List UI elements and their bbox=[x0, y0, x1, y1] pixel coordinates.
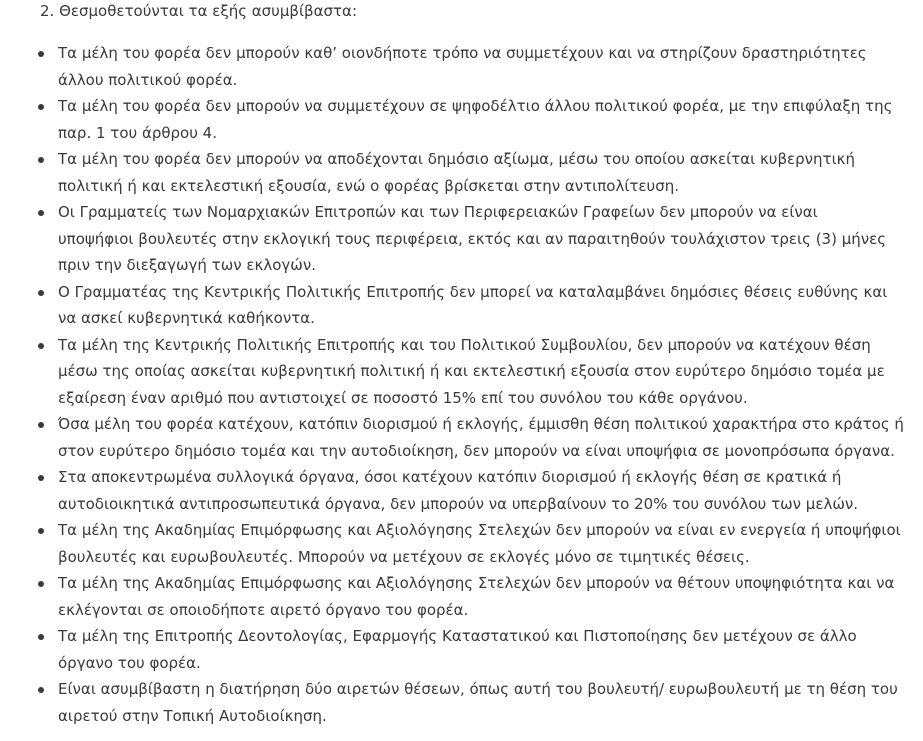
list-item bbox=[0, 676, 898, 729]
bullet-icon bbox=[38, 51, 44, 57]
bullet-icon bbox=[38, 687, 44, 693]
list-item-line: Στα αποκεντρωμένα συλλογικά όργανα, όσοι κατέχουν κατόπιν διορισμού ή εκλογής θέση σε κρατικά ή bbox=[58, 468, 842, 486]
section-number: 2. bbox=[40, 2, 55, 20]
list-item bbox=[0, 332, 886, 412]
list-item bbox=[0, 464, 886, 517]
list-item-line: Ο Γραμματέας της Κεντρικής Πολιτικής Επιτροπής δεν μπορεί να καταλαμβάνει δημόσιες θέσεις ευθύνης και bbox=[58, 282, 888, 301]
list-item-line: Τα μέλη του φορέα δεν μπορούν να αποδέχονται δημόσιο αξίωμα, μέσω του οποίου ασκείται κυβερνητική bbox=[58, 150, 855, 168]
list-item-line: εξαίρεση έναν αριθμό που αντιστοιχεί σε ποσοστό 15% επί του συνόλου του κάθε οργάνου. bbox=[58, 388, 748, 407]
incompatibilities-list bbox=[0, 40, 923, 729]
list-item-line: Είναι ασυμβίβαστη η διατήρηση δύο αιρετών θέσεων, όπως αυτή του βουλευτή/ ευρωβουλευτή με τη θέση του bbox=[58, 680, 898, 698]
list-item-line: Τα μέλη του φορέα δεν μπορούν καθ’ οιονδήποτε τρόπο να συμμετέχουν και να στηρίζουν δραστηριότητες bbox=[58, 44, 867, 62]
bullet-icon bbox=[38, 634, 44, 640]
list-item-line: παρ. 1 του άρθρου 4. bbox=[58, 123, 217, 142]
bullet-icon bbox=[38, 475, 44, 481]
list-item bbox=[0, 623, 886, 676]
bullet-icon bbox=[38, 343, 44, 349]
list-item-line: Όσα μέλη του φορέα κατέχουν, κατόπιν διορισμού ή εκλογής, έμμισθη θέση πολιτικού χαρακτήρα στο κράτος ή bbox=[58, 415, 904, 433]
list-item bbox=[0, 40, 886, 93]
bullet-icon bbox=[38, 104, 44, 110]
list-item-line: Τα μέλη του φορέα δεν μπορούν να συμμετέχουν σε ψηφοδέλτιο άλλου πολιτικού φορέα, με την επιφύλαξη της bbox=[58, 97, 893, 115]
list-item-line: εκλέγονται σε οποιοδήποτε αιρετό όργανο του φορέα. bbox=[58, 600, 469, 619]
section-heading bbox=[40, 1, 357, 21]
bullet-icon bbox=[38, 290, 44, 296]
list-item-line: πολιτική ή και εκτελεστική εξουσία, ενώ ο φορέας βρίσκεται στην αντιπολίτευση. bbox=[58, 176, 679, 195]
list-item-line: όργανο του φορέα. bbox=[58, 653, 201, 672]
list-item bbox=[0, 517, 901, 570]
list-item-line: να ασκεί κυβερνητικά καθήκοντα. bbox=[58, 309, 315, 327]
list-item-line: πριν την διεξαγωγή των εκλογών. bbox=[58, 256, 316, 274]
list-item bbox=[0, 570, 895, 623]
bullet-icon bbox=[38, 528, 44, 534]
list-item bbox=[0, 279, 886, 332]
list-item bbox=[0, 411, 904, 464]
list-item-line: αυτοδιοικητικά αντιπροσωπευτικά όργανα, δεν μπορούν να υπερβαίνουν το 20% του συνόλου των μελών. bbox=[58, 494, 859, 513]
list-item-line: βουλευτές και ευρωβουλευτές. Μπορούν να μετέχουν σε εκλογές μόνο σε τιμητικές θέσεις. bbox=[58, 547, 750, 566]
section-heading-text: Θεσμοθετούνται τα εξής ασυμβίβαστα: bbox=[59, 2, 357, 20]
list-item-line: μέσω της οποίας ασκείται κυβερνητική πολιτική ή και εκτελεστική εξουσία στον ευρύτερο δημόσιο τομέα με bbox=[58, 362, 885, 380]
list-item-line: υποψήφιοι βουλευτές στην εκλογική τους περιφέρεια, εκτός και αν παραιτηθούν τουλάχιστον τρεις (3) μήνες bbox=[58, 229, 887, 248]
list-item bbox=[0, 93, 893, 146]
bullet-icon bbox=[38, 422, 44, 428]
list-item-line: Τα μέλη της Κεντρικής Πολιτικής Επιτροπής και του Πολιτικού Συμβουλίου, δεν μπορούν να κατέχουν θέση bbox=[58, 335, 871, 354]
list-item-line: στον ευρύτερο δημόσιο τομέα και την αυτοδιοίκηση, δεν μπορούν να είναι υποψήφια σε μονοπρόσωπα όργανα. bbox=[58, 441, 895, 460]
list-item-line: άλλου πολιτικού φορέα. bbox=[58, 70, 238, 89]
bullet-icon bbox=[38, 581, 44, 587]
bullet-icon bbox=[38, 210, 44, 216]
list-item bbox=[0, 146, 886, 199]
list-item-line: Τα μέλη της Επιτροπής Δεοντολογίας, Εφαρμογής Καταστατικού και Πιστοποίησης δεν μετέχουν σε άλλο bbox=[58, 627, 857, 645]
bullet-icon bbox=[38, 157, 44, 163]
list-item-line: αιρετού στην Τοπική Αυτοδιοίκηση. bbox=[58, 706, 327, 725]
list-item-line: Οι Γραμματείς των Νομαρχιακών Επιτροπών και των Περιφερειακών Γραφείων δεν μπορούν να είναι bbox=[58, 203, 818, 221]
list-item bbox=[0, 199, 886, 279]
list-item-line: Τα μέλη της Ακαδημίας Επιμόρφωσης και Αξιολόγησης Στελεχών δεν μπορούν να θέτουν υποψηφιότητα και να bbox=[58, 574, 895, 592]
list-item-line: Τα μέλη της Ακαδημίας Επιμόρφωσης και Αξιολόγησης Στελεχών δεν μπορούν να είναι εν ενεργεία ή υποψήφιοι bbox=[58, 521, 901, 539]
